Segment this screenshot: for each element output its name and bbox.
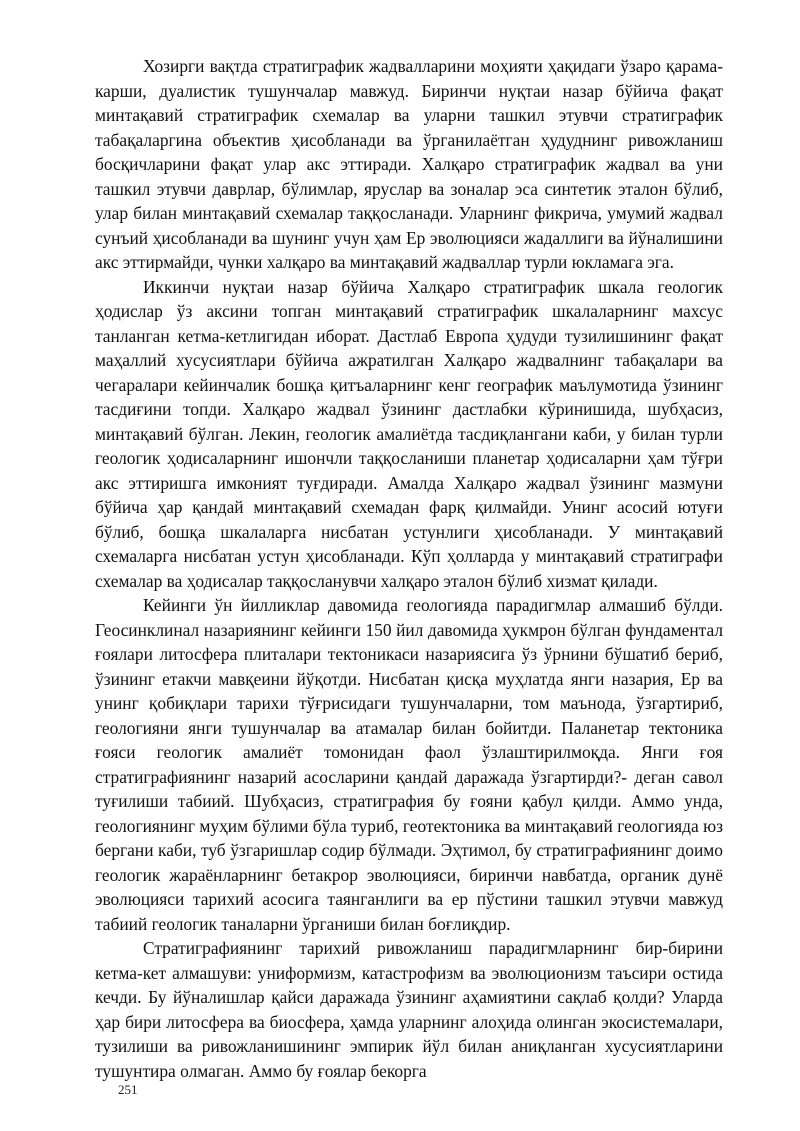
paragraph-1: Хозирги вақтда стратиграфик жадвалларини моҳияти ҳақидаги ўзаро қарама-карши, дуалистик тушунчалар мавжуд. Биринчи нуқтаи назар бўйича фақат минтақавий стратиграфик схемалар ва уларни ташкил этувчи стратиграфик табақаларгина объектив ҳисобланади ва ўрганилаётган ҳудуднинг ривожланиш босқичларини фақат улар акс эттиради. Халқаро стратиграфик жадвал ва уни ташкил этувчи даврлар, бўлимлар, яруслар ва зоналар эса синтетик эталон бўлиб, улар билан минтақавий схемалар таққосланади. Уларнинг фикрича, умумий жадвал сунъий ҳисобланади ва шунинг учун ҳам Ер эволюцияси жадаллиги ва йўналишини акс эттирмайди, чунки халқаро ва минтақавий жадваллар турли юкламага эга. bbox=[95, 56, 723, 272]
paragraph-4: Стратиграфиянинг тарихий ривожланиш парадигмларнинг бир-бирини кетма-кет алмашуви: униформизм, катастрофизм ва эволюционизм таъсири остида кечди. Бу йўналишлар қайси даражада ўзининг аҳамиятини сақлаб қолди? Уларда ҳар бири литосфера ва биосфера, ҳамда уларнинг алоҳида олинган экосистемалари, тузилиши ва ривожланишининг эмпирик йўл билан аниқланган хусусиятларини тушунтира олмаган. Аммо бу ғоялар бекорга bbox=[95, 938, 723, 1081]
paragraph-3: Кейинги ўн йилликлар давомида геологияда парадигмлар алмашиб бўлди. Геосинклинал назариянинг кейинги 150 йил давомида ҳукмрон бўлган фундаментал ғоялари литосфера плиталари тектоникаси назариясига ўз ўрнини бўшатиб бериб, ўзининг етакчи мавқеини йўқотди. Нисбатан қисқа муҳлатда янги назария, Ер ва унинг қобиқлари тарихи тўғрисидаги тушунчаларни, том маънода, ўзгартириб, геологияни янги тушунчалар ва атамалар билан бойитди. Паланетар тектоника ғояси геологик амалиёт томонидан фаол ўзлаштирилмоқда. Янги ғоя стратиграфиянинг назарий асосларини қандай даражада ўзгартирди?- деган савол туғилиши табиий. Шубҳасиз, стратиграфия бу ғояни қабул қилди. Аммо унда, геологиянинг муҳим бўлими бўла туриб, геотектоника ва минтақавий геологияда юз бергани каби, туб ўзгаришлар содир бўлмади. Эҳтимол, бу стратиграфиянинг доимо геологик жараёнларнинг бетакрор эволюцияси, биринчи навбатда, органик дунё эволюцияси тарихий асосига таянганлиги ва ер пўстини ташкил этувчи мавжуд табиий геологик таналарни ўрганиши билан боғлиқдир. bbox=[95, 595, 723, 934]
document-body bbox=[95, 54, 723, 1083]
page-number: 251 bbox=[118, 1082, 138, 1097]
paragraph-2: Иккинчи нуқтаи назар бўйича Халқаро стратиграфик шкала геологик ҳодислар ўз аксини топган минтақавий стратиграфик шкалаларнинг махсус танланган кетма-кетлигидан иборат. Дастлаб Европа ҳудуди тузилишининг фақат маҳаллий хусусиятлари бўйича ажратилган Халқаро жадвалнинг табақалари ва чегаралари кейинчалик бошқа қитъаларнинг кенг географик маълумотида ўзининг тасдиғини топди. Халқаро жадвал ўзининг дастлабки кўринишида, шубҳасиз, минтақавий бўлган. Лекин, геологик амалиётда тасдиқлангани каби, у билан турли геологик ҳодисаларнинг ишончли таққосланиши планетар ҳодисаларни ҳам тўғри акс эттиришга имконият туғдиради. Амалда Халқаро жадвал ўзининг мазмуни бўйича ҳар қандай минтақавий схемадан фарқ қилмайди. Унинг асосий ютуғи бўлиб, бошқа шкалаларга нисбатан устунлиги ҳисобланади. У минтақавий схемаларга нисбатан устун ҳисобланади. Кўп ҳолларда у минтақавий стратиграфи схемалар ва ҳодисалар таққосланувчи халқаро эталон бўлиб хизмат қилади. bbox=[95, 276, 723, 591]
